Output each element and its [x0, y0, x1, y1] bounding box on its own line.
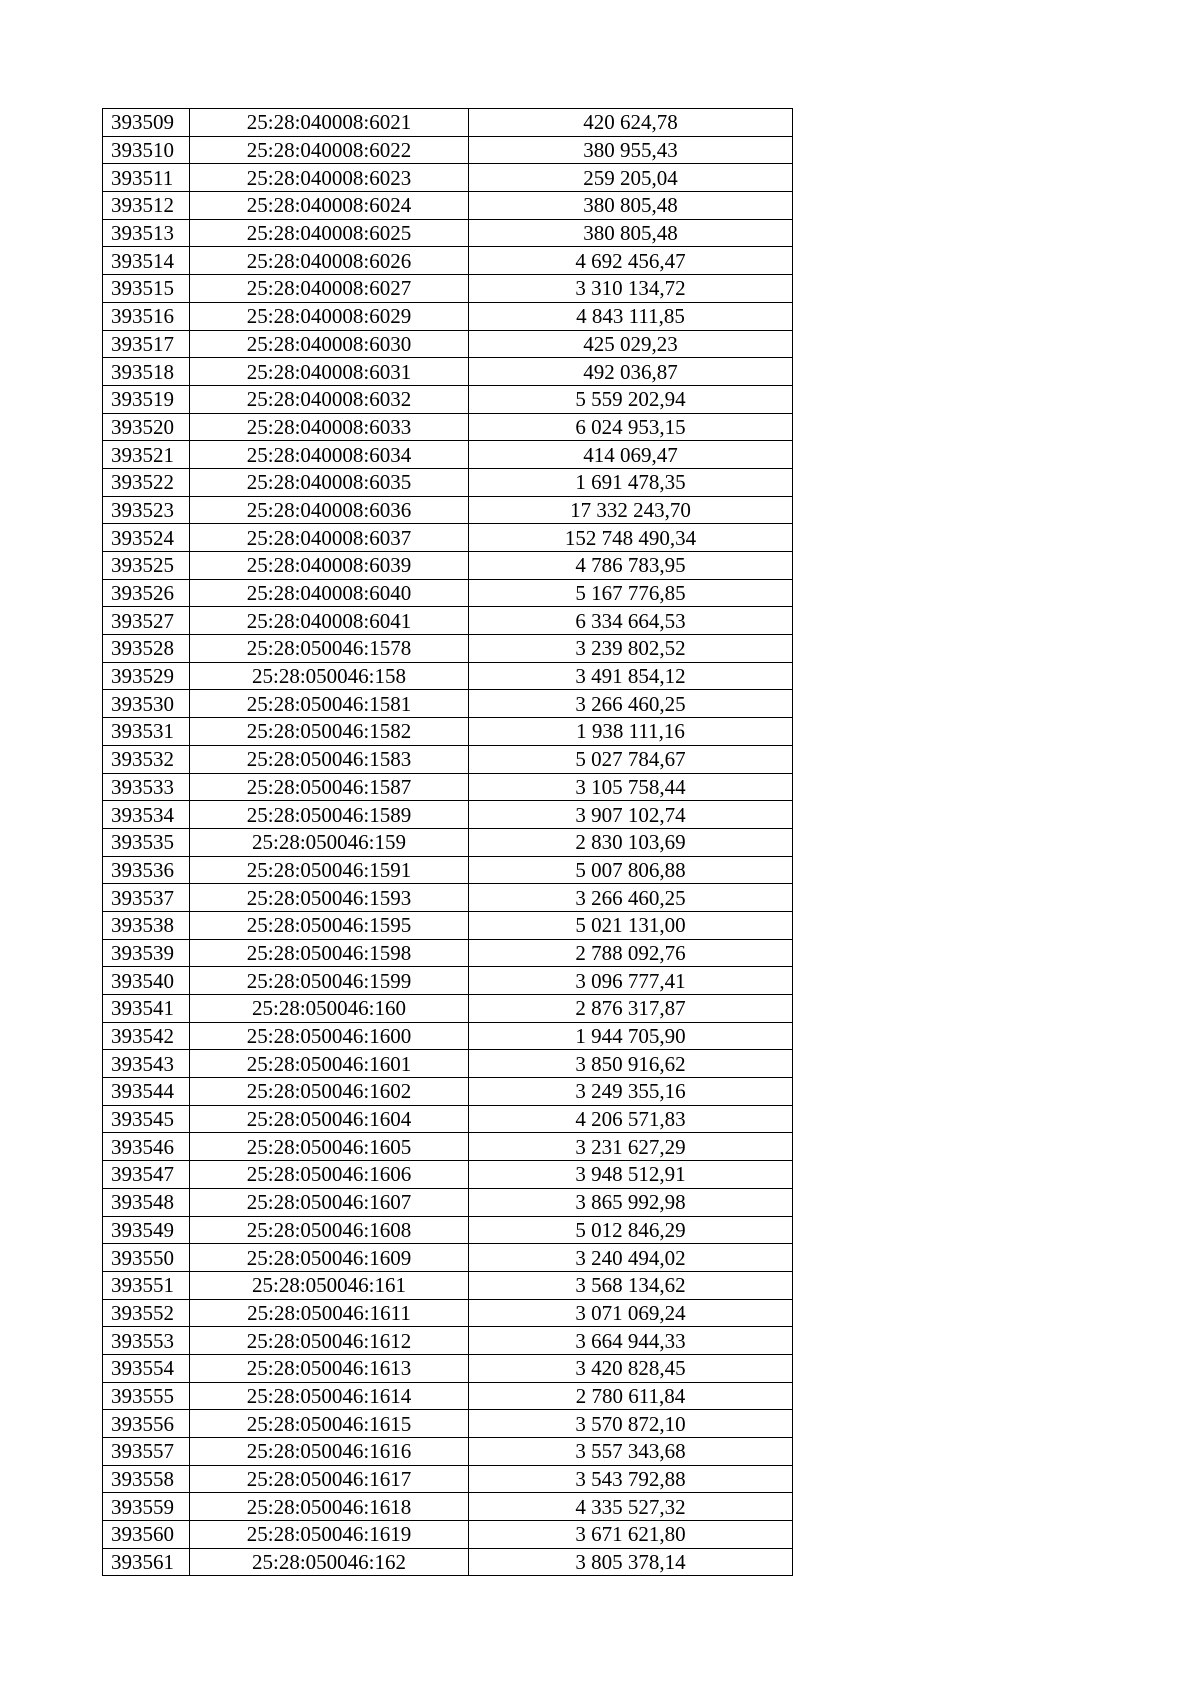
table-row [103, 524, 793, 552]
table-row [103, 496, 793, 524]
cadastral-value-cell: 420 624,78 [469, 109, 793, 137]
cadastral-value-cell: 3 557 343,68 [469, 1438, 793, 1466]
table-row [103, 1382, 793, 1410]
cadastral-value-cell: 3 239 802,52 [469, 635, 793, 663]
cadastral-value-cell: 425 029,23 [469, 330, 793, 358]
cadastral-number-cell: 25:28:050046:1599 [190, 967, 469, 995]
cadastral-value-cell: 4 206 571,83 [469, 1105, 793, 1133]
cadastral-number-cell: 25:28:050046:1611 [190, 1299, 469, 1327]
table-row [103, 1216, 793, 1244]
row-number-cell: 393529 [103, 662, 190, 690]
table-row [103, 219, 793, 247]
cadastral-value-cell: 5 007 806,88 [469, 856, 793, 884]
cadastral-number-cell: 25:28:050046:1615 [190, 1410, 469, 1438]
cadastral-value-cell: 152 748 490,34 [469, 524, 793, 552]
row-number-cell: 393557 [103, 1438, 190, 1466]
cadastral-number-cell: 25:28:040008:6040 [190, 579, 469, 607]
cadastral-value-cell: 2 788 092,76 [469, 939, 793, 967]
cadastral-value-cell: 17 332 243,70 [469, 496, 793, 524]
cadastral-number-cell: 25:28:040008:6039 [190, 552, 469, 580]
row-number-cell: 393516 [103, 302, 190, 330]
cadastral-number-cell: 25:28:050046:162 [190, 1548, 469, 1576]
cadastral-value-cell: 3 850 916,62 [469, 1050, 793, 1078]
cadastral-number-cell: 25:28:050046:1598 [190, 939, 469, 967]
cadastral-value-cell: 259 205,04 [469, 164, 793, 192]
row-number-cell: 393541 [103, 995, 190, 1023]
cadastral-value-cell: 2 780 611,84 [469, 1382, 793, 1410]
cadastral-value-cell: 2 830 103,69 [469, 828, 793, 856]
table-row [103, 911, 793, 939]
cadastral-number-cell: 25:28:050046:1608 [190, 1216, 469, 1244]
cadastral-value-cell: 3 249 355,16 [469, 1078, 793, 1106]
row-number-cell: 393526 [103, 579, 190, 607]
cadastral-number-cell: 25:28:050046:1604 [190, 1105, 469, 1133]
row-number-cell: 393553 [103, 1327, 190, 1355]
cadastral-value-cell: 380 805,48 [469, 192, 793, 220]
table-row [103, 635, 793, 663]
row-number-cell: 393560 [103, 1521, 190, 1549]
cadastral-value-cell: 3 310 134,72 [469, 275, 793, 303]
cadastral-number-cell: 25:28:050046:1612 [190, 1327, 469, 1355]
table-row [103, 1022, 793, 1050]
cadastral-value-cell: 3 805 378,14 [469, 1548, 793, 1576]
row-number-cell: 393551 [103, 1271, 190, 1299]
cadastral-number-cell: 25:28:040008:6026 [190, 247, 469, 275]
cadastral-value-cell: 4 843 111,85 [469, 302, 793, 330]
table-row [103, 828, 793, 856]
table-row [103, 1133, 793, 1161]
row-number-cell: 393535 [103, 828, 190, 856]
cadastral-value-cell: 3 071 069,24 [469, 1299, 793, 1327]
cadastral-number-cell: 25:28:050046:1595 [190, 911, 469, 939]
cadastral-number-cell: 25:28:050046:1616 [190, 1438, 469, 1466]
row-number-cell: 393512 [103, 192, 190, 220]
table-row [103, 1050, 793, 1078]
table-row [103, 1438, 793, 1466]
row-number-cell: 393523 [103, 496, 190, 524]
cadastral-value-cell: 5 167 776,85 [469, 579, 793, 607]
table-row [103, 1078, 793, 1106]
table-row [103, 441, 793, 469]
row-number-cell: 393539 [103, 939, 190, 967]
cadastral-number-cell: 25:28:050046:1614 [190, 1382, 469, 1410]
cadastral-number-cell: 25:28:040008:6029 [190, 302, 469, 330]
table-row [103, 1299, 793, 1327]
cadastral-number-cell: 25:28:040008:6032 [190, 385, 469, 413]
table-row [103, 1493, 793, 1521]
cadastral-number-cell: 25:28:040008:6037 [190, 524, 469, 552]
cadastral-value-table [102, 108, 793, 1576]
cadastral-number-cell: 25:28:050046:1602 [190, 1078, 469, 1106]
row-number-cell: 393524 [103, 524, 190, 552]
cadastral-number-cell: 25:28:040008:6035 [190, 468, 469, 496]
table-row [103, 552, 793, 580]
row-number-cell: 393513 [103, 219, 190, 247]
row-number-cell: 393548 [103, 1188, 190, 1216]
cadastral-number-cell: 25:28:040008:6030 [190, 330, 469, 358]
row-number-cell: 393527 [103, 607, 190, 635]
cadastral-number-cell: 25:28:040008:6031 [190, 358, 469, 386]
table-row [103, 662, 793, 690]
row-number-cell: 393510 [103, 136, 190, 164]
cadastral-number-cell: 25:28:040008:6041 [190, 607, 469, 635]
row-number-cell: 393542 [103, 1022, 190, 1050]
table-row [103, 1354, 793, 1382]
cadastral-number-cell: 25:28:040008:6022 [190, 136, 469, 164]
row-number-cell: 393537 [103, 884, 190, 912]
cadastral-value-cell: 5 559 202,94 [469, 385, 793, 413]
table-row [103, 1521, 793, 1549]
cadastral-number-cell: 25:28:040008:6023 [190, 164, 469, 192]
row-number-cell: 393559 [103, 1493, 190, 1521]
cadastral-value-cell: 1 944 705,90 [469, 1022, 793, 1050]
row-number-cell: 393538 [103, 911, 190, 939]
cadastral-value-cell: 5 021 131,00 [469, 911, 793, 939]
table-row [103, 718, 793, 746]
cadastral-number-cell: 25:28:050046:1619 [190, 1521, 469, 1549]
row-number-cell: 393509 [103, 109, 190, 137]
cadastral-value-cell: 4 786 783,95 [469, 552, 793, 580]
row-number-cell: 393555 [103, 1382, 190, 1410]
row-number-cell: 393536 [103, 856, 190, 884]
row-number-cell: 393558 [103, 1465, 190, 1493]
table-row [103, 385, 793, 413]
cadastral-number-cell: 25:28:050046:1578 [190, 635, 469, 663]
cadastral-value-cell: 492 036,87 [469, 358, 793, 386]
row-number-cell: 393517 [103, 330, 190, 358]
cadastral-value-cell: 414 069,47 [469, 441, 793, 469]
cadastral-number-cell: 25:28:040008:6034 [190, 441, 469, 469]
cadastral-value-cell: 3 568 134,62 [469, 1271, 793, 1299]
row-number-cell: 393533 [103, 773, 190, 801]
cadastral-value-cell: 3 543 792,88 [469, 1465, 793, 1493]
row-number-cell: 393532 [103, 745, 190, 773]
row-number-cell: 393511 [103, 164, 190, 192]
cadastral-value-cell: 3 570 872,10 [469, 1410, 793, 1438]
row-number-cell: 393546 [103, 1133, 190, 1161]
table-row [103, 1548, 793, 1576]
table-row [103, 773, 793, 801]
row-number-cell: 393528 [103, 635, 190, 663]
table-row [103, 164, 793, 192]
table-row [103, 1465, 793, 1493]
row-number-cell: 393525 [103, 552, 190, 580]
cadastral-value-cell: 3 231 627,29 [469, 1133, 793, 1161]
row-number-cell: 393540 [103, 967, 190, 995]
cadastral-number-cell: 25:28:050046:1581 [190, 690, 469, 718]
table-row [103, 302, 793, 330]
cadastral-value-cell: 3 266 460,25 [469, 690, 793, 718]
row-number-cell: 393544 [103, 1078, 190, 1106]
row-number-cell: 393543 [103, 1050, 190, 1078]
cadastral-number-cell: 25:28:050046:1613 [190, 1354, 469, 1382]
cadastral-number-cell: 25:28:040008:6021 [190, 109, 469, 137]
cadastral-number-cell: 25:28:050046:158 [190, 662, 469, 690]
table-row [103, 275, 793, 303]
cadastral-value-cell: 6 334 664,53 [469, 607, 793, 635]
cadastral-value-cell: 3 266 460,25 [469, 884, 793, 912]
table-body [103, 109, 793, 1576]
cadastral-value-cell: 3 671 621,80 [469, 1521, 793, 1549]
cadastral-value-cell: 3 948 512,91 [469, 1161, 793, 1189]
table-row [103, 1244, 793, 1272]
cadastral-value-cell: 1 938 111,16 [469, 718, 793, 746]
row-number-cell: 393552 [103, 1299, 190, 1327]
cadastral-number-cell: 25:28:050046:1609 [190, 1244, 469, 1272]
cadastral-number-cell: 25:28:040008:6033 [190, 413, 469, 441]
cadastral-value-cell: 3 096 777,41 [469, 967, 793, 995]
table-row [103, 745, 793, 773]
table-row [103, 939, 793, 967]
row-number-cell: 393554 [103, 1354, 190, 1382]
cadastral-value-cell: 3 664 944,33 [469, 1327, 793, 1355]
cadastral-number-cell: 25:28:050046:161 [190, 1271, 469, 1299]
cadastral-number-cell: 25:28:050046:159 [190, 828, 469, 856]
cadastral-number-cell: 25:28:050046:1606 [190, 1161, 469, 1189]
table-row [103, 995, 793, 1023]
cadastral-number-cell: 25:28:050046:1583 [190, 745, 469, 773]
table-row [103, 192, 793, 220]
table-row [103, 247, 793, 275]
row-number-cell: 393534 [103, 801, 190, 829]
cadastral-value-cell: 1 691 478,35 [469, 468, 793, 496]
row-number-cell: 393547 [103, 1161, 190, 1189]
row-number-cell: 393518 [103, 358, 190, 386]
cadastral-value-cell: 4 692 456,47 [469, 247, 793, 275]
cadastral-number-cell: 25:28:050046:1589 [190, 801, 469, 829]
cadastral-value-cell: 3 907 102,74 [469, 801, 793, 829]
cadastral-number-cell: 25:28:050046:1587 [190, 773, 469, 801]
row-number-cell: 393519 [103, 385, 190, 413]
row-number-cell: 393550 [103, 1244, 190, 1272]
row-number-cell: 393530 [103, 690, 190, 718]
row-number-cell: 393545 [103, 1105, 190, 1133]
row-number-cell: 393522 [103, 468, 190, 496]
row-number-cell: 393514 [103, 247, 190, 275]
cadastral-value-cell: 3 491 854,12 [469, 662, 793, 690]
cadastral-number-cell: 25:28:040008:6036 [190, 496, 469, 524]
table-row [103, 1271, 793, 1299]
table-row [103, 136, 793, 164]
cadastral-number-cell: 25:28:050046:1593 [190, 884, 469, 912]
cadastral-number-cell: 25:28:040008:6024 [190, 192, 469, 220]
cadastral-value-cell: 380 955,43 [469, 136, 793, 164]
table-row [103, 967, 793, 995]
cadastral-value-cell: 5 027 784,67 [469, 745, 793, 773]
row-number-cell: 393515 [103, 275, 190, 303]
cadastral-number-cell: 25:28:050046:1605 [190, 1133, 469, 1161]
table-row [103, 1161, 793, 1189]
table-row [103, 1327, 793, 1355]
cadastral-value-cell: 3 420 828,45 [469, 1354, 793, 1382]
table-row [103, 413, 793, 441]
cadastral-value-cell: 3 105 758,44 [469, 773, 793, 801]
table-row [103, 1105, 793, 1133]
row-number-cell: 393521 [103, 441, 190, 469]
cadastral-value-cell: 4 335 527,32 [469, 1493, 793, 1521]
table-row [103, 884, 793, 912]
table-row [103, 109, 793, 137]
cadastral-number-cell: 25:28:050046:1601 [190, 1050, 469, 1078]
table-row [103, 607, 793, 635]
cadastral-number-cell: 25:28:050046:1607 [190, 1188, 469, 1216]
cadastral-value-cell: 380 805,48 [469, 219, 793, 247]
cadastral-number-cell: 25:28:050046:1591 [190, 856, 469, 884]
row-number-cell: 393549 [103, 1216, 190, 1244]
cadastral-number-cell: 25:28:040008:6027 [190, 275, 469, 303]
table-row [103, 856, 793, 884]
cadastral-value-cell: 2 876 317,87 [469, 995, 793, 1023]
cadastral-number-cell: 25:28:050046:160 [190, 995, 469, 1023]
row-number-cell: 393531 [103, 718, 190, 746]
row-number-cell: 393556 [103, 1410, 190, 1438]
cadastral-value-cell: 5 012 846,29 [469, 1216, 793, 1244]
cadastral-number-cell: 25:28:050046:1600 [190, 1022, 469, 1050]
table-row [103, 468, 793, 496]
cadastral-number-cell: 25:28:050046:1582 [190, 718, 469, 746]
row-number-cell: 393520 [103, 413, 190, 441]
cadastral-value-cell: 6 024 953,15 [469, 413, 793, 441]
cadastral-number-cell: 25:28:040008:6025 [190, 219, 469, 247]
table-row [103, 579, 793, 607]
table-row [103, 358, 793, 386]
table-row [103, 330, 793, 358]
table-row [103, 1410, 793, 1438]
cadastral-number-cell: 25:28:050046:1617 [190, 1465, 469, 1493]
cadastral-value-cell: 3 240 494,02 [469, 1244, 793, 1272]
table-row [103, 801, 793, 829]
table-row [103, 1188, 793, 1216]
cadastral-number-cell: 25:28:050046:1618 [190, 1493, 469, 1521]
row-number-cell: 393561 [103, 1548, 190, 1576]
table-row [103, 690, 793, 718]
cadastral-value-cell: 3 865 992,98 [469, 1188, 793, 1216]
